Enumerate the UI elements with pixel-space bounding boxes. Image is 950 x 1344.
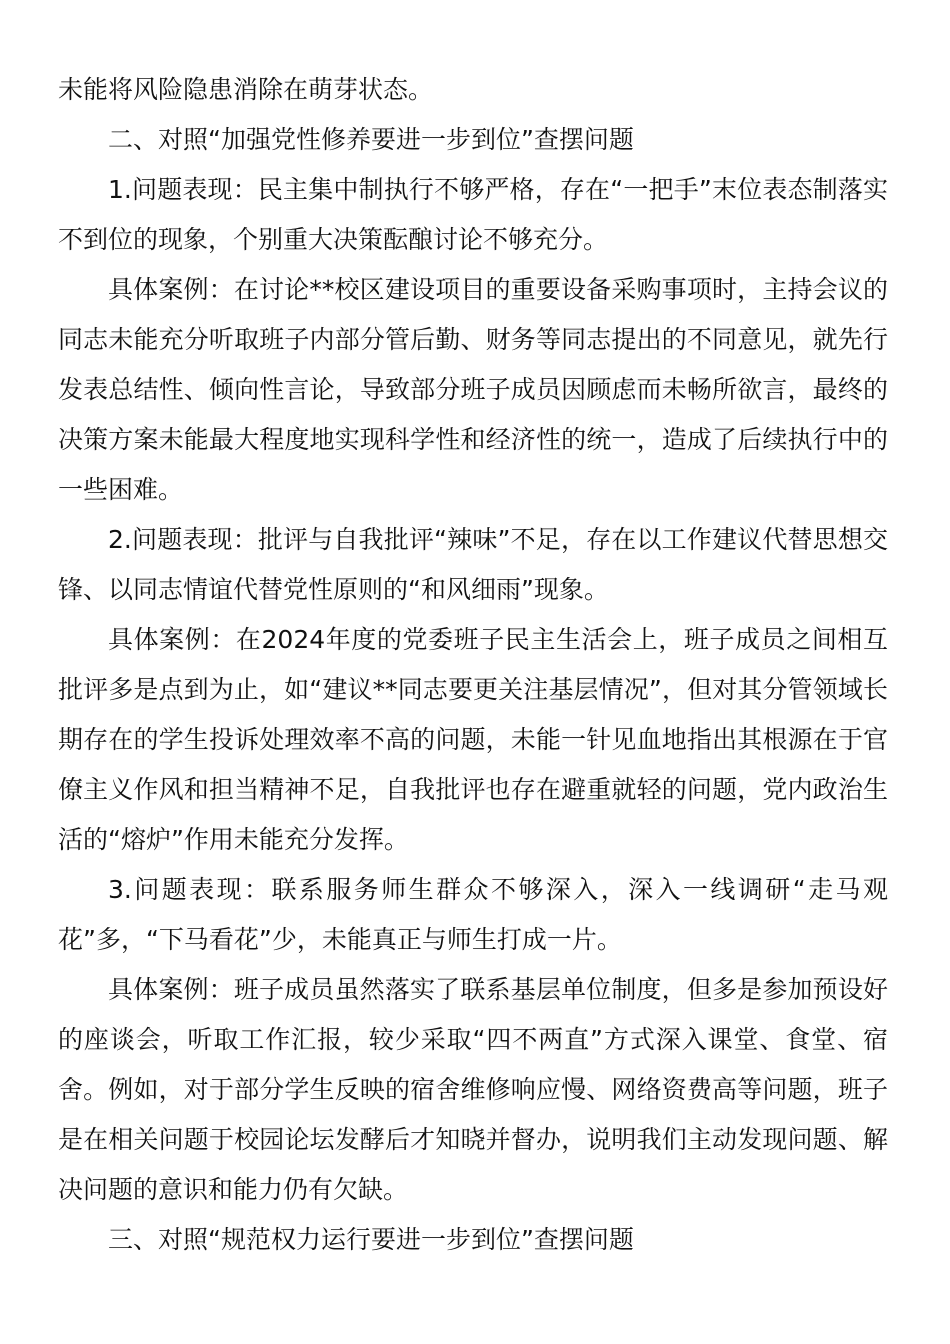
case-paragraph-1: 具体案例：在讨论**校区建设项目的重要设备采购事项时，主持会议的同志未能充分听取班子内部分管后勤、财务等同志提出的不同意见，就先行发表总结性、倾向性言论，导致部分班子成员因顾虑而未畅所欲言，最终的决策方案未能最大程度地实现科学性和经济性的统一，造成了后续执行中的一些困难。	[58, 275, 888, 504]
document-page	[58, 65, 888, 1265]
case-paragraph-2: 具体案例：在2024年度的党委班子民主生活会上，班子成员之间相互批评多是点到为止，如“建议**同志要更关注基层情况”，但对其分管领域长期存在的学生投诉处理效率不高的问题，未能一针见血地指出其根源在于官僚主义作风和担当精神不足，自我批评也存在避重就轻的问题，党内政治生活的“熔炉”作用未能充分发挥。	[58, 625, 888, 854]
problem-paragraph-1: 1.问题表现：民主集中制执行不够严格，存在“一把手”末位表态制落实不到位的现象，个别重大决策酝酿讨论不够充分。	[58, 175, 888, 254]
paragraph-continuation: 未能将风险隐患消除在萌芽状态。	[58, 75, 434, 104]
case-paragraph-3: 具体案例：班子成员虽然落实了联系基层单位制度，但多是参加预设好的座谈会，听取工作汇报，较少采取“四不两直”方式深入课堂、食堂、宿舍。例如，对于部分学生反映的宿舍维修响应慢、网络资费高等问题，班子是在相关问题于校园论坛发酵后才知晓并督办，说明我们主动发现问题、解决问题的意识和能力仍有欠缺。	[58, 975, 888, 1204]
section-heading-three: 三、对照“规范权力运行要进一步到位”查摆问题	[108, 1225, 634, 1254]
section-heading-two: 二、对照“加强党性修养要进一步到位”查摆问题	[108, 125, 634, 154]
problem-paragraph-2: 2.问题表现：批评与自我批评“辣味”不足，存在以工作建议代替思想交锋、以同志情谊代替党性原则的“和风细雨”现象。	[58, 525, 888, 604]
problem-paragraph-3: 3.问题表现：联系服务师生群众不够深入，深入一线调研“走马观花”多，“下马看花”少，未能真正与师生打成一片。	[58, 875, 888, 954]
